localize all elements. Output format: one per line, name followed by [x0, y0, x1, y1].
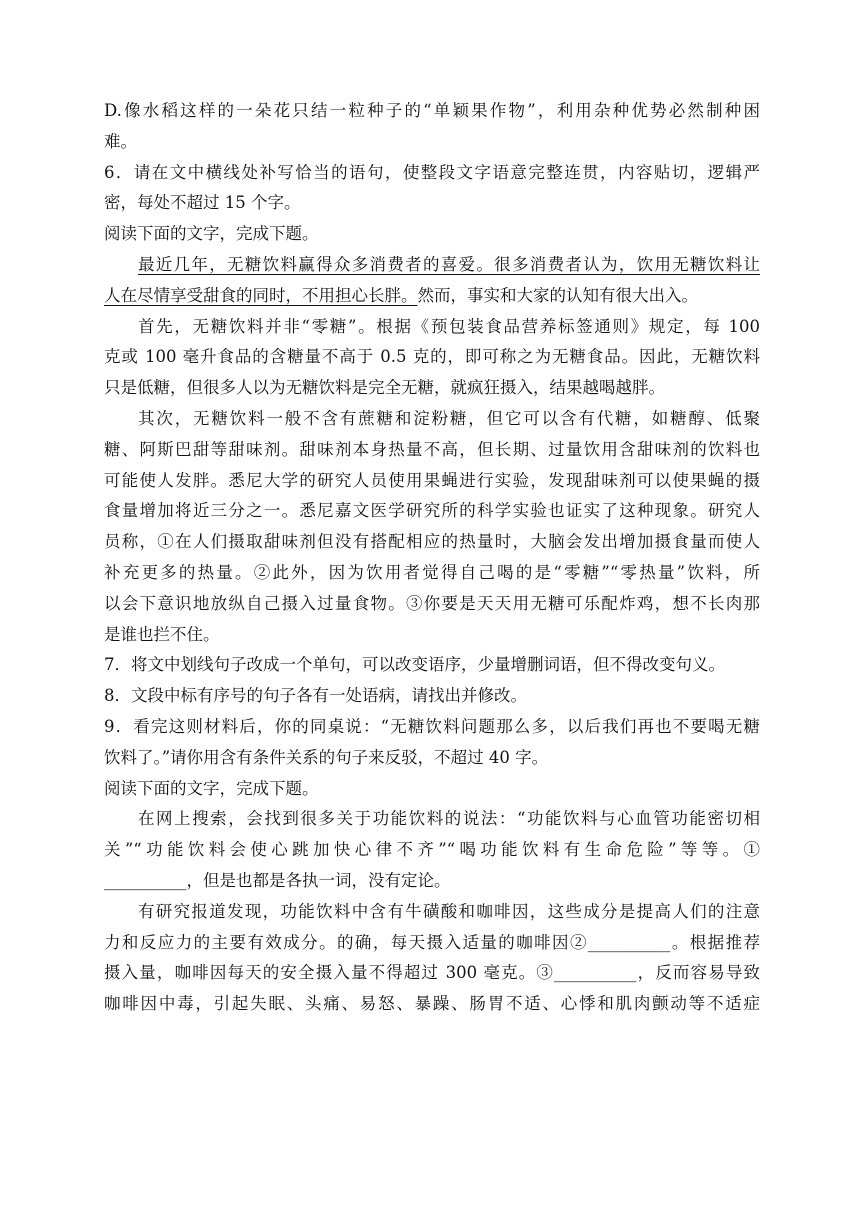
question-6: [104, 158, 760, 220]
question-6-line-1: 6．请在文中横线处补写恰当的语句，使整段文字语意完整连贯，内容贴切，逻辑严: [104, 162, 760, 182]
passage-1-p3-line-1: 其次，无糖饮料一般不含有蔗糖和淀粉糖，但它可以含有代糖，如糖醇、低聚: [138, 408, 760, 428]
passage-2-p1-line-3: __________，但是也都是各执一词，没有定论。: [104, 870, 451, 890]
passage-1: [104, 250, 760, 650]
passage-2-p2-line-1: 有研究报道发现，功能饮料中含有牛磺酸和咖啡因，这些成分是提高人们的注意: [138, 901, 760, 921]
passage-1-line-2: [104, 281, 760, 312]
passage-2-p1-line-2: 关”“功能饮料会使心跳加快心律不齐”“喝功能饮料有生命危险”等等。①: [104, 840, 760, 860]
reading-instruction-1: 阅读下面的文字，完成下题。: [104, 224, 319, 244]
passage-1-p3-line-5: 员称，①在人们摄取甜味剂但没有搭配相应的热量时，大脑会发出增加摄食量而使人: [104, 532, 760, 552]
document-page: [104, 96, 760, 1020]
option-d-line-1: D.像水稻这样的一朵花只结一粒种子的“单颖果作物”，利用杂种优势必然制种困: [104, 101, 760, 120]
option-d-line-2: 难。: [104, 131, 137, 151]
option-d: [104, 96, 760, 158]
question-7: 7．将文中划线句子改成一个单句，可以改变语序，少量增删词语，但不得改变句义。: [104, 655, 725, 675]
passage-1-underlined-line-2: 人在尽情享受甜食的同时，不用担心长胖。: [104, 285, 418, 305]
passage-1-p3-line-7: 以会下意识地放纵自己摄入过量食物。③你要是天天用无糖可乐配炸鸡，想不长肉那: [104, 593, 760, 613]
reading-instruction-2: 阅读下面的文字，完成下题。: [104, 778, 319, 798]
passage-2-p2-line-4: 咖啡因中毒，引起失眠、头痛、易怒、暴躁、肠胃不适、心悸和肌肉颤动等不适症: [104, 994, 760, 1014]
passage-2-p2-line-3: 摄入量，咖啡因每天的安全摄入量不得超过 300 毫克。③__________，反而容易导致: [104, 963, 760, 983]
passage-2: [104, 804, 760, 1020]
passage-1-p3-line-3: 可能使人发胖。悉尼大学的研究人员使用果蝇进行实验，发现甜味剂可以使果蝇的摄: [104, 470, 760, 490]
passage-1-p3-line-2: 糖、阿斯巴甜等甜味剂。甜味剂本身热量不高，但长期、过量饮用含甜味剂的饮料也: [104, 439, 760, 459]
passage-1-p2-line-2: 克或 100 毫升食品的含糖量不高于 0.5 克的，即可称之为无糖食品。因此，无糖饮料: [104, 347, 760, 367]
passage-1-p3-line-4: 食量增加将近三分之一。悉尼嘉文医学研究所的科学实验也证实了这种现象。研究人: [104, 501, 760, 521]
question-9: [104, 712, 760, 774]
passage-1-p2-line-1: 首先，无糖饮料并非“零糖”。根据《预包装食品营养标签通则》规定，每 100: [138, 316, 760, 336]
passage-1-p3-line-8: 是谁也拦不住。: [104, 624, 220, 644]
question-9-line-2: 饮料了。”请你用含有条件关系的句子来反驳，不超过 40 字。: [104, 747, 549, 767]
passage-2-p2-line-2: 力和反应力的主要有效成分。的确，每天摄入适量的咖啡因②__________。根据推荐: [104, 932, 760, 952]
passage-1-p3-line-6: 补充更多的热量。②此外，因为饮用者觉得自己喝的是“零糖”“零热量”饮料，所: [104, 562, 760, 582]
passage-2-p1-line-1: 在网上搜索，会找到很多关于功能饮料的说法：“功能饮料与心血管功能密切相: [138, 809, 760, 829]
question-9-line-1: 9．看完这则材料后，你的同桌说：“无糖饮料问题那么多，以后我们再也不要喝无糖: [104, 716, 760, 736]
passage-1-line-2-rest: 然而，事实和大家的认知有很大出入。: [417, 285, 698, 305]
question-6-line-2: 密，每处不超过 15 个字。: [104, 193, 301, 213]
question-8: 8．文段中标有序号的句子各有一处语病，请找出并修改。: [104, 686, 527, 706]
passage-1-p2-line-3: 只是低糖，但很多人以为无糖饮料是完全无糖，就疯狂摄入，结果越喝越胖。: [104, 378, 665, 398]
passage-1-underlined-line-1: 最近几年，无糖饮料赢得众多消费者的喜爱。很多消费者认为，饮用无糖饮料让: [138, 254, 760, 274]
